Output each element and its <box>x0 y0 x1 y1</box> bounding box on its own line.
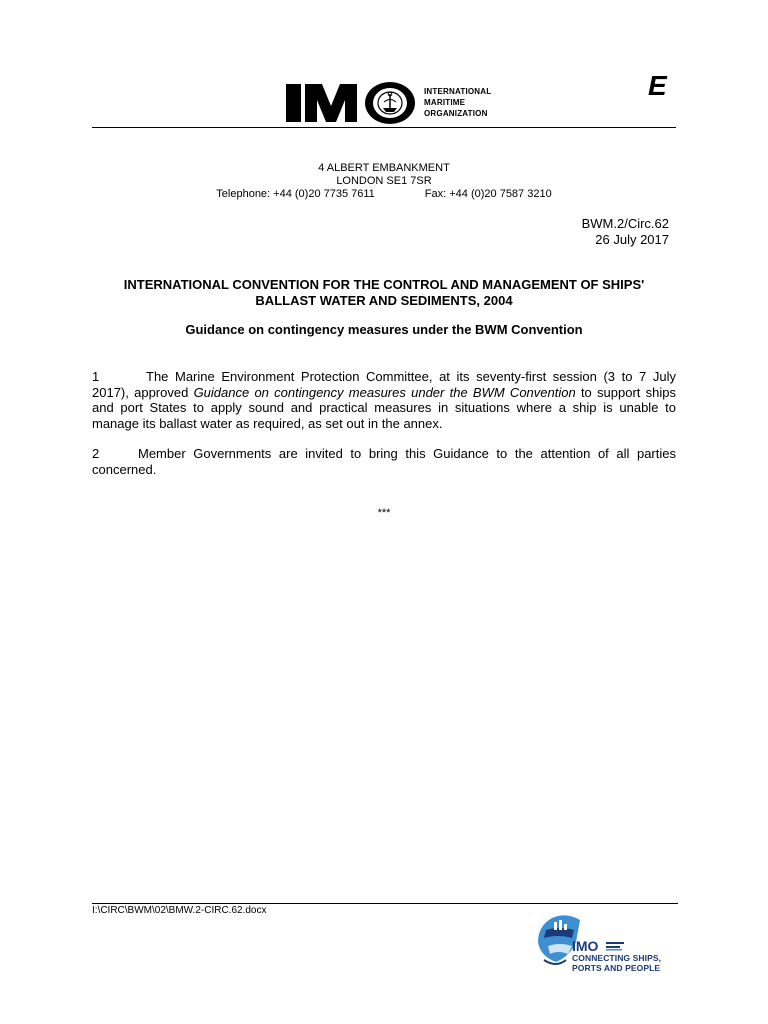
address-line-2: LONDON SE1 7SR <box>336 175 432 187</box>
title-line-1: INTERNATIONAL CONVENTION FOR THE CONTROL AND MANAGEMENT OF SHIPS' <box>123 277 645 292</box>
paragraph-2 <box>92 446 676 477</box>
paragraph-1 <box>92 369 676 431</box>
badge-imo-letters: IMO <box>572 938 599 954</box>
contact-line <box>216 188 551 201</box>
paragraph-number: 2 <box>92 446 100 461</box>
imo-logo <box>286 80 416 126</box>
file-path: I:\CIRC\BWM\02\BMW.2-CIRC.62.docx <box>92 905 267 916</box>
paragraph-text: The Marine Environment Protection Committee, at its seventy-first session (3 to 7 July 2017), approved <box>92 369 676 400</box>
paragraph-number: 1 <box>92 369 100 384</box>
badge-small-text-icon <box>606 942 624 951</box>
imo-logo-wordmark <box>424 86 491 119</box>
guidance-title-italic: Guidance on contingency measures under the BWM Convention <box>193 384 576 400</box>
logo-text-line: MARITIME <box>424 98 466 107</box>
badge-tagline-line: PORTS AND PEOPLE <box>572 963 661 973</box>
title-line-2: BALLAST WATER AND SEDIMENTS, 2004 <box>255 293 513 308</box>
document-date: 26 July 2017 <box>595 232 669 247</box>
document-code: BWM.2/Circ.62 <box>581 216 669 231</box>
address-line-1: 4 ALBERT EMBANKMENT <box>318 162 450 174</box>
document-reference <box>582 216 669 248</box>
language-code: E <box>648 70 667 101</box>
header-divider <box>92 127 676 128</box>
paragraph-text: to support ships and port States to apply sound and practical measures in situations where a ship is unable to manage its ballast water as required, as set out in the annex. <box>92 384 676 431</box>
section-separator: *** <box>377 507 391 519</box>
badge-tagline-line: CONNECTING SHIPS, <box>572 953 662 963</box>
logo-text-line: ORGANIZATION <box>424 109 488 118</box>
logo-text-line: INTERNATIONAL <box>424 87 492 96</box>
badge-tagline <box>572 953 661 973</box>
fax: Fax: +44 (0)20 7587 3210 <box>424 188 552 200</box>
footer-divider <box>92 903 678 904</box>
paragraph-text: Member Governments are invited to bring this Guidance to the attention of all parties concerned. <box>92 446 676 477</box>
address-block <box>0 162 768 201</box>
telephone: Telephone: +44 (0)20 7735 7611 <box>216 188 375 200</box>
document-title <box>92 277 676 309</box>
document-subtitle: Guidance on contingency measures under the BWM Convention <box>185 322 583 337</box>
